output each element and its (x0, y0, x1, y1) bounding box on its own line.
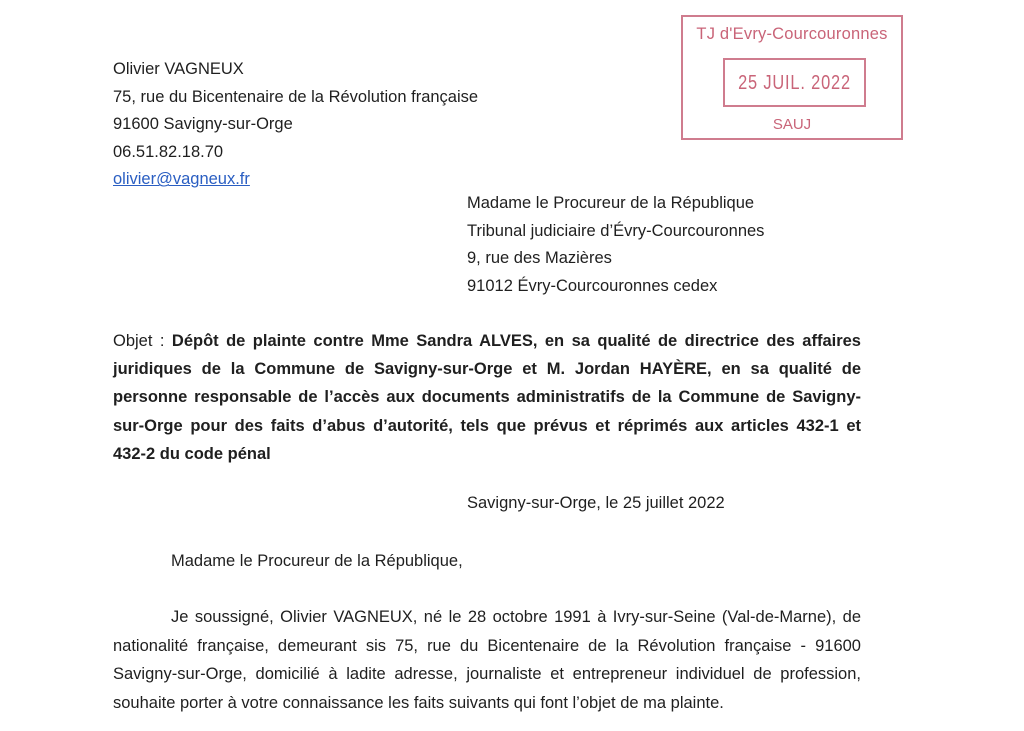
body-paragraph (113, 603, 861, 717)
place-and-date: Savigny-sur-Orge, le 25 juillet 2022 (467, 494, 725, 512)
sender-city: 91600 Savigny-sur-Orge (113, 115, 293, 134)
subject-text: personne responsable de l’accès aux documents administratifs de la Commune de Savigny- (113, 388, 861, 407)
recipient-line: Tribunal judiciaire d’Évry-Courcouronnes (467, 221, 765, 240)
sender-email-link[interactable]: olivier@vagneux.fr (113, 170, 250, 189)
subject-text: sur-Orge pour des faits d’abus d’autorité, tels que prévus et réprimés aux articles 432-1 et (113, 416, 861, 435)
recipient-line: Madame le Procureur de la République (467, 194, 755, 212)
recipient-block (467, 190, 764, 300)
body-line: souhaite porter à votre connaissance les faits suivants qui font l’objet de ma plainte. (113, 693, 724, 712)
subject-label: Objet : (113, 332, 172, 350)
subject-text: 432-2 du code pénal (113, 444, 271, 463)
stamp-court: TJ d'Evry-Courcouronnes (696, 25, 888, 43)
body-line: Je soussigné, Olivier VAGNEUX, né le 28 octobre 1991 à Ivry-sur-Seine (Val-de-Marne), de (171, 608, 861, 626)
recipient-line: 91012 Évry-Courcouronnes cedex (467, 276, 718, 295)
sender-block (113, 56, 478, 194)
body-line: nationalité française, demeurant sis 75, rue du Bicentenaire de la Révolution française - 91600 (113, 636, 861, 655)
reception-stamp (681, 15, 903, 140)
stamp-service: SAUJ (772, 116, 812, 133)
sender-phone: 06.51.82.18.70 (113, 142, 224, 161)
subject-block (113, 327, 861, 468)
salutation: Madame le Procureur de la République, (171, 552, 463, 570)
recipient-line: 9, rue des Mazières (467, 249, 612, 268)
stamp-date: 25 JUIL. 2022 (738, 72, 851, 94)
subject-text: Dépôt de plainte contre Mme Sandra ALVES, en sa qualité de directrice des affaires (171, 332, 861, 350)
stamp-date-box (723, 58, 866, 107)
sender-name: Olivier VAGNEUX (113, 60, 244, 78)
body-line: Savigny-sur-Orge, domicilié à ladite adresse, journaliste et entrepreneur individuel de profession, (113, 665, 861, 683)
sender-address: 75, rue du Bicentenaire de la Révolution française (113, 87, 479, 106)
subject-text: juridiques de la Commune de Savigny-sur-Orge et M. Jordan HAYÈRE, en sa qualité de (113, 360, 861, 379)
